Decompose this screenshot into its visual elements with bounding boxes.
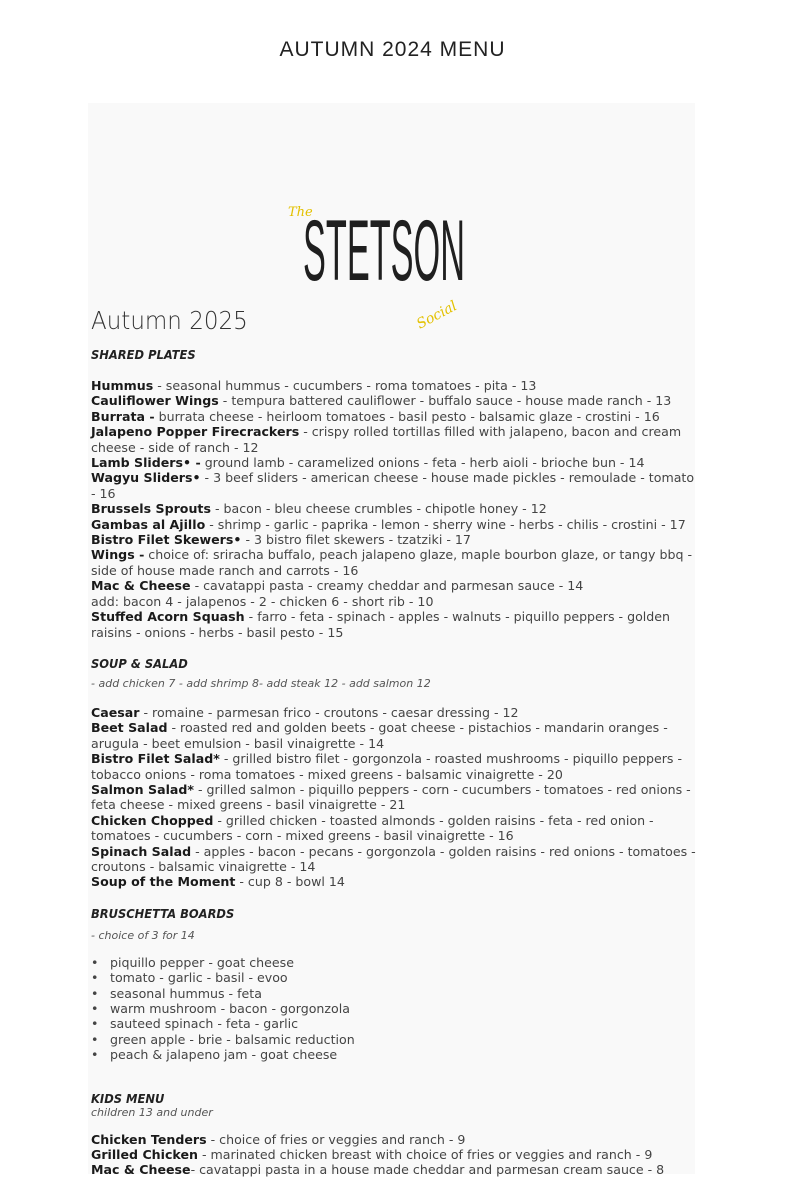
bullet-icon: • (91, 1047, 99, 1063)
bullet-icon: • (91, 1016, 99, 1032)
menu-item (91, 874, 696, 889)
bruschetta-list (91, 955, 696, 1063)
menu-item-name: Caesar (91, 704, 140, 720)
soup-salad-addons: - add chicken 7 - add shrimp 8- add steak 12 - add salmon 12 (91, 676, 431, 690)
menu-item (91, 1147, 696, 1162)
bruschetta-option (91, 955, 696, 970)
menu-item-description: - marinated chicken breast with choice of fries or veggies and ranch - 9 (197, 1147, 653, 1163)
bruschetta-option-label: seasonal hummus - feta (110, 985, 262, 1001)
bruschetta-option (91, 1047, 696, 1062)
menu-item-name: Chicken Tenders (91, 1131, 207, 1147)
bruschetta-option-label: sauteed spinach - feta - garlic (110, 1016, 299, 1032)
menu-item-description: - apples - bacon - pecans - gorgonzola - golden raisins - red onions - tomatoes - croutons - balsamic vinaigrette - 14 (91, 843, 696, 874)
menu-item (91, 751, 696, 782)
menu-item (91, 393, 696, 408)
menu-item-description: choice of: sriracha buffalo, peach jalapeno glaze, maple bourbon glaze, or tangy bbq - side of house made ranch and carrots - 16 (91, 547, 693, 578)
menu-item (91, 470, 696, 501)
menu-item-description: - grilled chicken - toasted almonds - golden raisins - feta - red onion - tomatoes - cucumbers - corn - mixed greens - basil vinaigrette - 16 (91, 812, 654, 844)
menu-item-description: - grilled bistro filet - gorgonzola - roasted mushrooms - piquillo peppers - tobacco onions - roma tomatoes - mixed greens - balsamic vinaigrette - 20 (91, 751, 683, 782)
menu-item (91, 517, 696, 532)
shared-plates-list (91, 378, 696, 640)
menu-item-name: Wings - (91, 547, 145, 563)
menu-item-name: Mac & Cheese (91, 578, 191, 594)
menu-item-name: Salmon Salad* (91, 781, 194, 797)
season-title: Autumn 2025 (91, 306, 248, 335)
menu-item-name: Cauliflower Wings (91, 393, 219, 409)
logo-script-bottom: Social (414, 298, 460, 333)
bruschetta-option-label: green apple - brie - balsamic reduction (110, 1031, 355, 1047)
menu-item-description: burrata cheese - heirloom tomatoes - basil pesto - balsamic glaze - crostini - 16 (154, 408, 660, 424)
menu-item-description: - 3 beef sliders - american cheese - house made pickles - remoulade - tomato - 16 (91, 470, 695, 501)
menu-item-name: Spinach Salad (91, 843, 192, 859)
menu-item (91, 378, 696, 393)
menu-item-name: Bistro Filet Skewers• (91, 532, 242, 548)
menu-item-name: Chicken Chopped (91, 812, 214, 828)
menu-item (91, 578, 696, 593)
logo-wordmark: STETSON (303, 203, 465, 299)
menu-item-name: Soup of the Moment (91, 874, 236, 890)
menu-item-description: - romaine - parmesan frico - croutons - caesar dressing - 12 (139, 704, 519, 720)
menu-item (91, 844, 696, 875)
menu-item-description: - cup 8 - bowl 14 (235, 874, 345, 890)
bullet-icon: • (91, 954, 99, 970)
bruschetta-option (91, 1001, 696, 1016)
menu-item-description: - cavatappi pasta in a house made cheddar and parmesan cream sauce - 8 (190, 1162, 665, 1178)
menu-item-name: Bistro Filet Salad* (91, 751, 220, 767)
logo-script-top: The (288, 205, 313, 220)
menu-item (91, 594, 696, 609)
bruschetta-option (91, 970, 696, 985)
section-title-soup-salad: SOUP & SALAD (91, 655, 188, 671)
menu-item-description: - choice of fries or veggies and ranch - 9 (206, 1131, 466, 1147)
section-title-kids: KIDS MENU (91, 1090, 165, 1106)
bruschetta-note: - choice of 3 for 14 (91, 928, 195, 942)
menu-item (91, 424, 696, 455)
menu-item (91, 455, 696, 470)
bruschetta-option-label: piquillo pepper - goat cheese (110, 954, 294, 970)
bullet-icon: • (91, 1001, 99, 1016)
menu-item (91, 409, 696, 424)
bruschetta-option-label: peach & jalapeno jam - goat cheese (110, 1047, 338, 1063)
kids-note: children 13 and under (91, 1105, 213, 1119)
soup-salad-list (91, 705, 696, 890)
menu-item-description: - 3 bistro filet skewers - tzatziki - 17 (241, 532, 471, 548)
menu-item-name: Brussels Sprouts (91, 501, 211, 517)
menu-item (91, 782, 696, 813)
menu-item-description: ground lamb - caramelized onions - feta - herb aioli - brioche bun - 14 (200, 455, 645, 471)
bruschetta-option (91, 986, 696, 1001)
menu-item-name: Beet Salad (91, 720, 168, 736)
menu-item-description: - tempura battered cauliflower - buffalo sauce - house made ranch - 13 (218, 393, 672, 409)
bruschetta-option (91, 1032, 696, 1047)
bruschetta-option (91, 1016, 696, 1031)
menu-item-name: Mac & Cheese (91, 1162, 191, 1178)
menu-item (91, 501, 696, 516)
menu-item (91, 720, 696, 751)
menu-item-description: - grilled salmon - piquillo peppers - corn - cucumbers - tomatoes - red onions - feta cheese - mixed greens - basil vinaigrette - 21 (91, 781, 691, 813)
menu-item-name: Gambas al Ajillo (91, 516, 206, 532)
menu-item-name: Burrata - (91, 408, 155, 424)
menu-item-name: Grilled Chicken (91, 1147, 198, 1163)
bruschetta-option-label: warm mushroom - bacon - gorgonzola (110, 1001, 350, 1016)
menu-item (91, 1132, 696, 1147)
bruschetta-option-label: tomato - garlic - basil - evoo (110, 970, 288, 986)
menu-item-description: add: bacon 4 - jalapenos - 2 - chicken 6 - short rib - 10 (91, 593, 434, 609)
menu-item-name: Wagyu Sliders• (91, 470, 201, 486)
menu-item-name: Hummus (91, 378, 154, 393)
kids-menu-list (91, 1132, 696, 1178)
bullet-icon: • (91, 985, 99, 1001)
bullet-icon: • (91, 970, 99, 986)
section-title-bruschetta: BRUSCHETTA BOARDS (91, 905, 235, 921)
menu-item (91, 705, 696, 720)
menu-item (91, 813, 696, 844)
bullet-icon: • (91, 1031, 99, 1047)
menu-item-description: - bacon - bleu cheese crumbles - chipotle honey - 12 (210, 501, 547, 517)
menu-item-description: - farro - feta - spinach - apples - walnuts - piquillo peppers - golden raisins - onions - herbs - basil pesto - 15 (91, 609, 671, 640)
menu-content (91, 347, 696, 1178)
stetson-social-logo (284, 198, 484, 338)
page-title: AUTUMN 2024 MENU (279, 38, 506, 61)
menu-item-description: - roasted red and golden beets - goat cheese - pistachios - mandarin oranges - arugula - beet emulsion - basil vinaigrette - 14 (91, 720, 668, 751)
section-title-shared-plates: SHARED PLATES (91, 347, 196, 362)
menu-item (91, 547, 696, 578)
menu-item-name: Stuffed Acorn Squash (91, 609, 245, 625)
menu-item-name: Lamb Sliders• - (91, 455, 201, 471)
menu-item-name: Jalapeno Popper Firecrackers (91, 424, 300, 440)
menu-item (91, 532, 696, 547)
menu-item-description: - shrimp - garlic - paprika - lemon - sherry wine - herbs - chilis - crostini - 17 (205, 516, 686, 532)
menu-item-description: - crispy rolled tortillas filled with jalapeno, bacon and cream cheese - side of ranch - 12 (91, 424, 682, 455)
menu-item-description: - cavatappi pasta - creamy cheddar and parmesan sauce - 14 (190, 578, 584, 594)
menu-item-description: - seasonal hummus - cucumbers - roma tomatoes - pita - 13 (153, 378, 537, 393)
menu-item (91, 1162, 696, 1177)
menu-item (91, 609, 696, 640)
